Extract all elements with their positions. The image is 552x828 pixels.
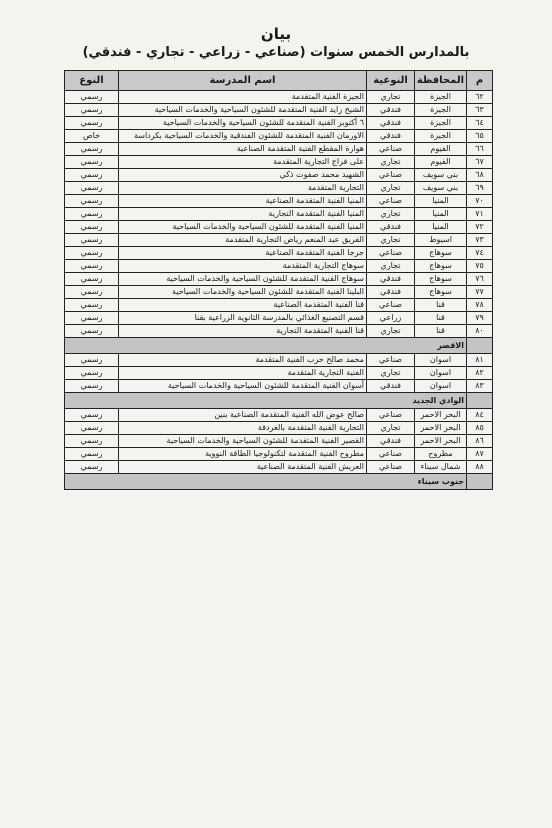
table-row [65,143,493,156]
table-header-row [65,71,493,91]
row-governorate: البحر الاحمر [415,422,467,435]
row-governorate: المنيا [415,195,467,208]
row-type: رسمي [65,104,119,117]
row-number: ٨٠ [467,325,493,338]
row-number: ٦٣ [467,104,493,117]
row-governorate: الجيزة [415,91,467,104]
row-number: ٨٦ [467,435,493,448]
table-row [65,367,493,380]
table-row [65,247,493,260]
row-number: ٨٥ [467,422,493,435]
row-governorate: الفيوم [415,156,467,169]
row-type: رسمي [65,195,119,208]
row-number: ٦٩ [467,182,493,195]
row-type: رسمي [65,91,119,104]
table-row [65,380,493,393]
row-number: ٧٩ [467,312,493,325]
row-kind: تجاري [367,234,415,247]
table-row [65,299,493,312]
row-kind: تجاري [367,422,415,435]
row-number: ٧٠ [467,195,493,208]
row-kind: تجاري [367,325,415,338]
row-type: خاص [65,130,119,143]
row-type: رسمي [65,247,119,260]
row-number: ٨٤ [467,409,493,422]
row-school-name: قنا الفنية المتقدمة الصناعية [119,299,367,312]
row-type: رسمي [65,117,119,130]
row-school-name: قنا الفنية المتقدمة التجارية [119,325,367,338]
row-kind: صناعي [367,169,415,182]
table-row [65,422,493,435]
row-school-name: الجيزة الفنية المتقدمة [119,91,367,104]
row-school-name: البلينا الفنية المتقدمة للشئون السياحية والخدمات السياحية [119,286,367,299]
row-school-name: المنيا الفنية المتقدمة للشئون السياحية والخدمات السياحية [119,221,367,234]
row-kind: فندقي [367,435,415,448]
row-school-name: مطروح الفنية المتقدمة لتكنولوجيا الطاقة النووية [119,448,367,461]
table-row [65,208,493,221]
region-row [65,338,493,354]
table-row [65,182,493,195]
row-school-name: المنيا الفنية المتقدمة الصناعية [119,195,367,208]
region-label: الاقصر [65,338,467,354]
row-kind: صناعي [367,195,415,208]
row-type: رسمي [65,461,119,474]
row-school-name: الفريق عبد المنعم رياض التجارية المتقدمة [119,234,367,247]
row-kind: زراعي [367,312,415,325]
row-type: رسمي [65,299,119,312]
row-governorate: اسيوط [415,234,467,247]
row-governorate: البحر الاحمر [415,409,467,422]
row-governorate: اسوان [415,354,467,367]
table-row [65,409,493,422]
region-num-cell [467,474,493,490]
header-school: اسم المدرسة [119,71,367,91]
table-row [65,91,493,104]
row-school-name: جرجا الفنية المتقدمة الصناعية [119,247,367,260]
row-number: ٧٧ [467,286,493,299]
row-kind: تجاري [367,182,415,195]
header-kind: النوعية [367,71,415,91]
table-row [65,260,493,273]
region-row [65,393,493,409]
table-row [65,234,493,247]
region-row [65,474,493,490]
table-row [65,354,493,367]
table-row [65,221,493,234]
row-number: ٨٨ [467,461,493,474]
row-type: رسمي [65,380,119,393]
row-governorate: سوهاج [415,247,467,260]
row-kind: تجاري [367,156,415,169]
row-number: ٧٦ [467,273,493,286]
row-number: ٦٧ [467,156,493,169]
row-governorate: شمال سيناء [415,461,467,474]
schools-table [64,70,493,490]
row-number: ٨٣ [467,380,493,393]
row-kind: فندقي [367,104,415,117]
row-number: ٧٤ [467,247,493,260]
row-kind: صناعي [367,143,415,156]
row-governorate: سوهاج [415,260,467,273]
row-type: رسمي [65,354,119,367]
row-kind: تجاري [367,91,415,104]
row-governorate: البحر الاحمر [415,435,467,448]
row-type: رسمي [65,260,119,273]
region-num-cell [467,393,493,409]
row-kind: صناعي [367,247,415,260]
table-row [65,286,493,299]
row-number: ٦٨ [467,169,493,182]
table-row [65,169,493,182]
header-type: النوع [65,71,119,91]
row-kind: فندقي [367,380,415,393]
row-kind: فندقي [367,221,415,234]
row-governorate: بني سويف [415,169,467,182]
table-row [65,461,493,474]
row-type: رسمي [65,208,119,221]
row-type: رسمي [65,435,119,448]
row-school-name: الاورمان الفنية المتقدمة للشئون الفندقية والخدمات السياحية بكرداسة [119,130,367,143]
row-type: رسمي [65,156,119,169]
row-kind: تجاري [367,367,415,380]
row-governorate: الجيزة [415,117,467,130]
table-row [65,448,493,461]
row-school-name: الشهيد محمد صفوت ذكي [119,169,367,182]
row-number: ٦٥ [467,130,493,143]
row-type: رسمي [65,221,119,234]
table-row [65,104,493,117]
row-kind: صناعي [367,409,415,422]
row-number: ٦٢ [467,91,493,104]
row-number: ٦٤ [467,117,493,130]
row-number: ٧٢ [467,221,493,234]
row-type: رسمي [65,448,119,461]
row-type: رسمي [65,143,119,156]
row-governorate: الجيزة [415,130,467,143]
row-kind: فندقي [367,286,415,299]
document-title: بيان [260,25,292,43]
row-governorate: قنا [415,312,467,325]
row-number: ٨١ [467,354,493,367]
row-governorate: الجيزة [415,104,467,117]
row-school-name: المنيا الفنية المتقدمة التجارية [119,208,367,221]
row-governorate: المنيا [415,208,467,221]
row-school-name: العريش الفنية المتقدمة الصناعية [119,461,367,474]
row-number: ٧٨ [467,299,493,312]
row-kind: فندقي [367,130,415,143]
header-num: م [467,71,493,91]
table-row [65,273,493,286]
row-type: رسمي [65,367,119,380]
row-number: ٧٥ [467,260,493,273]
row-type: رسمي [65,422,119,435]
row-governorate: مطروح [415,448,467,461]
row-type: رسمي [65,169,119,182]
table-row [65,117,493,130]
table-row [65,325,493,338]
row-kind: صناعي [367,448,415,461]
row-school-name: القصير الفنية المتقدمة للشئون السياحية والخدمات السياحية [119,435,367,448]
row-governorate: سوهاج [415,286,467,299]
row-governorate: اسوان [415,380,467,393]
row-governorate: المنيا [415,221,467,234]
row-number: ٨٧ [467,448,493,461]
table-row [65,435,493,448]
row-school-name: ٦ أكتوبر الفنية المتقدمة للشئون السياحية والخدمات السياحية [119,117,367,130]
row-kind: فندقي [367,273,415,286]
row-school-name: الشيخ زايد الفنية المتقدمة للشئون السياحية والخدمات السياحية [119,104,367,117]
row-governorate: قنا [415,299,467,312]
row-governorate: سوهاج [415,273,467,286]
row-type: رسمي [65,273,119,286]
row-school-name: صالح عوض الله الفنية المتقدمة الصناعية بنين [119,409,367,422]
row-number: ٦٦ [467,143,493,156]
row-school-name: التجارية المتقدمة [119,182,367,195]
row-type: رسمي [65,234,119,247]
row-school-name: سوهاج التجارية المتقدمة [119,260,367,273]
row-type: رسمي [65,312,119,325]
header-governorate: المحافظة [415,71,467,91]
row-kind: تجاري [367,208,415,221]
row-governorate: الفيوم [415,143,467,156]
row-type: رسمي [65,409,119,422]
table-row [65,156,493,169]
row-type: رسمي [65,286,119,299]
region-label: جنوب سيناء [65,474,467,490]
row-number: ٨٢ [467,367,493,380]
document-subtitle: بالمدارس الخمس سنوات (صناعي - زراعي - تجاري - فندقي) [82,45,470,60]
row-school-name: محمد صالح حرب الفنية المتقدمة [119,354,367,367]
table-row [65,312,493,325]
row-school-name: أسوان الفنية المتقدمة للشئون السياحية والخدمات السياحية [119,380,367,393]
row-type: رسمي [65,182,119,195]
row-governorate: بني سويف [415,182,467,195]
region-num-cell [467,338,493,354]
row-school-name: هوارة المقطع الفنية المتقدمة الصناعية [119,143,367,156]
row-kind: تجاري [367,260,415,273]
table-row [65,130,493,143]
row-school-name: على فراج التجارية المتقدمة [119,156,367,169]
row-school-name: سوهاج الفنية المتقدمة للشئون السياحية والخدمات السياحية [119,273,367,286]
row-school-name: قسم التصنيع الغذائي بالمدرسة الثانوية الزراعية بقنا [119,312,367,325]
row-school-name: الفنية التجارية المتقدمة [119,367,367,380]
row-type: رسمي [65,325,119,338]
row-kind: فندقي [367,117,415,130]
row-kind: صناعي [367,354,415,367]
row-governorate: قنا [415,325,467,338]
row-kind: صناعي [367,299,415,312]
row-number: ٧٣ [467,234,493,247]
table-row [65,195,493,208]
region-label: الوادي الجديد [65,393,467,409]
row-number: ٧١ [467,208,493,221]
row-kind: صناعي [367,461,415,474]
row-school-name: التجارية الفنية المتقدمة بالغردقة [119,422,367,435]
row-governorate: اسوان [415,367,467,380]
